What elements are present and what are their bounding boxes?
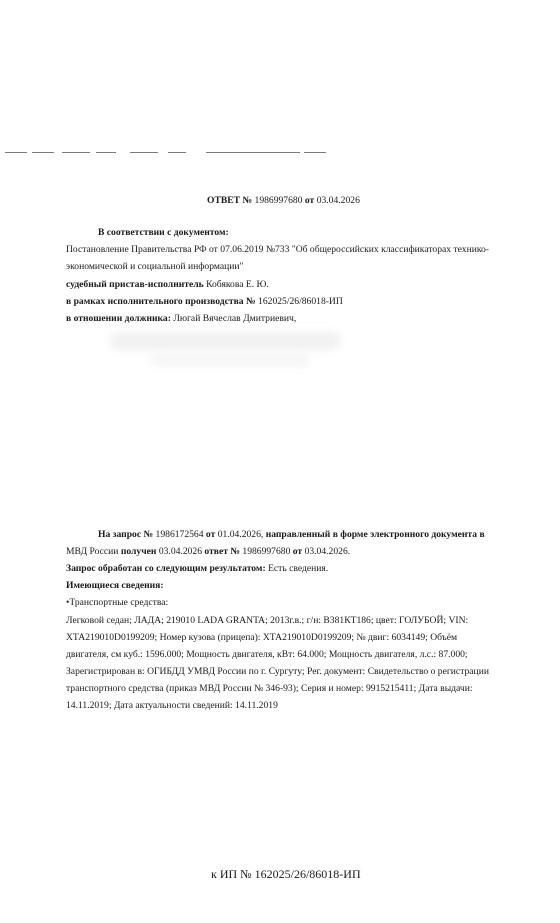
redacted-area bbox=[150, 354, 310, 366]
result-line bbox=[66, 560, 328, 577]
answer-date: 03.04.2026 bbox=[316, 195, 360, 206]
scan-artifact-line bbox=[32, 152, 54, 153]
request-agency: МВД России bbox=[66, 546, 119, 557]
request-answer-label: ответ № bbox=[204, 546, 240, 557]
basis-document-line1: Постановление Правительства РФ от 07.06.2019 №733 "Об общероссийских классификаторах технико- bbox=[66, 244, 490, 255]
debtor-name: Люгай Вячеслав Дмитриевич, bbox=[173, 313, 297, 324]
request-answer-from: от bbox=[292, 546, 303, 557]
vehicle-line: Легковой седан; ЛАДА; 219010 LADA GRANTA; 2013г.в.; г/н: В381КТ186; цвет: ГОЛУБОЙ; VIN: bbox=[66, 615, 469, 626]
request-number: 1986172564 bbox=[155, 529, 204, 540]
answer-number: 1986997680 bbox=[254, 195, 303, 206]
proceeding-line bbox=[66, 293, 343, 310]
request-answer-date: 03.04.2026. bbox=[304, 546, 351, 557]
request-sent-text: направленный в форме электронного документа в bbox=[265, 529, 485, 540]
vehicle-line: транспортного средства (приказ МВД России № 346-93); Серия и номер: 9915215411; Дата выдачи: bbox=[66, 683, 473, 694]
proceeding-number: 162025/26/86018-ИП bbox=[258, 296, 343, 307]
request-line1 bbox=[98, 526, 485, 543]
request-from-word: от bbox=[205, 529, 216, 540]
result-value: Есть сведения. bbox=[268, 563, 329, 574]
request-date: 01.04.2026, bbox=[217, 529, 264, 540]
request-received-date: 03.04.2026 bbox=[158, 546, 202, 557]
proceeding-label: в рамках исполнительного производства № bbox=[66, 296, 256, 307]
scan-artifact-line bbox=[168, 152, 186, 153]
info-category: •Транспортные средства: bbox=[66, 597, 169, 608]
answer-title-word: ОТВЕТ № bbox=[207, 195, 253, 206]
result-label: Запрос обработан со следующим результатом: bbox=[66, 563, 266, 574]
vehicle-details bbox=[66, 612, 489, 714]
request-line2 bbox=[66, 543, 350, 560]
scan-artifact-line bbox=[96, 152, 116, 153]
vehicle-line: 14.11.2019; Дата актуальности сведений: 14.11.2019 bbox=[66, 700, 278, 711]
vehicle-line: ХТА219010D0199209; Номер кузова (прицепа): ХТА219010D0199209; № двиг: 6034149; Объём bbox=[66, 632, 458, 643]
answer-from-word: от bbox=[304, 195, 315, 206]
scan-artifact-line bbox=[62, 152, 90, 153]
scan-artifact-line bbox=[130, 152, 158, 153]
footer-case-ref: к ИП № 162025/26/86018-ИП bbox=[211, 867, 361, 881]
scan-artifact-line bbox=[304, 152, 326, 153]
request-label: На запрос № bbox=[98, 529, 154, 540]
basis-document-line2: экономической и социальной информации" bbox=[66, 261, 244, 272]
redacted-area bbox=[110, 332, 340, 350]
scan-artifact-line bbox=[206, 152, 300, 153]
bailiff-label: судебный пристав-исполнитель bbox=[66, 279, 204, 290]
info-heading: Имеющиеся сведения: bbox=[66, 580, 164, 591]
request-answer-number: 1986997680 bbox=[242, 546, 291, 557]
vehicle-line: Зарегистрирован в: ОГИБДД УМВД России по г. Сургуту; Рег. документ: Свидетельство о регистрации bbox=[66, 666, 489, 677]
debtor-line bbox=[66, 310, 296, 327]
request-received-label: получен bbox=[120, 546, 157, 557]
vehicle-line: двигателя, см куб.: 1596.000; Мощность двигателя, кВт: 64.000; Мощность двигателя, л.с.: 87.000; bbox=[66, 649, 468, 660]
bailiff-line bbox=[66, 276, 269, 293]
scan-artifact-line bbox=[5, 152, 27, 153]
basis-heading: В соответствии с документом: bbox=[98, 227, 229, 238]
debtor-label: в отношении должника: bbox=[66, 313, 171, 324]
answer-title bbox=[207, 192, 360, 209]
bailiff-name: Кобякова Е. Ю. bbox=[206, 279, 269, 290]
